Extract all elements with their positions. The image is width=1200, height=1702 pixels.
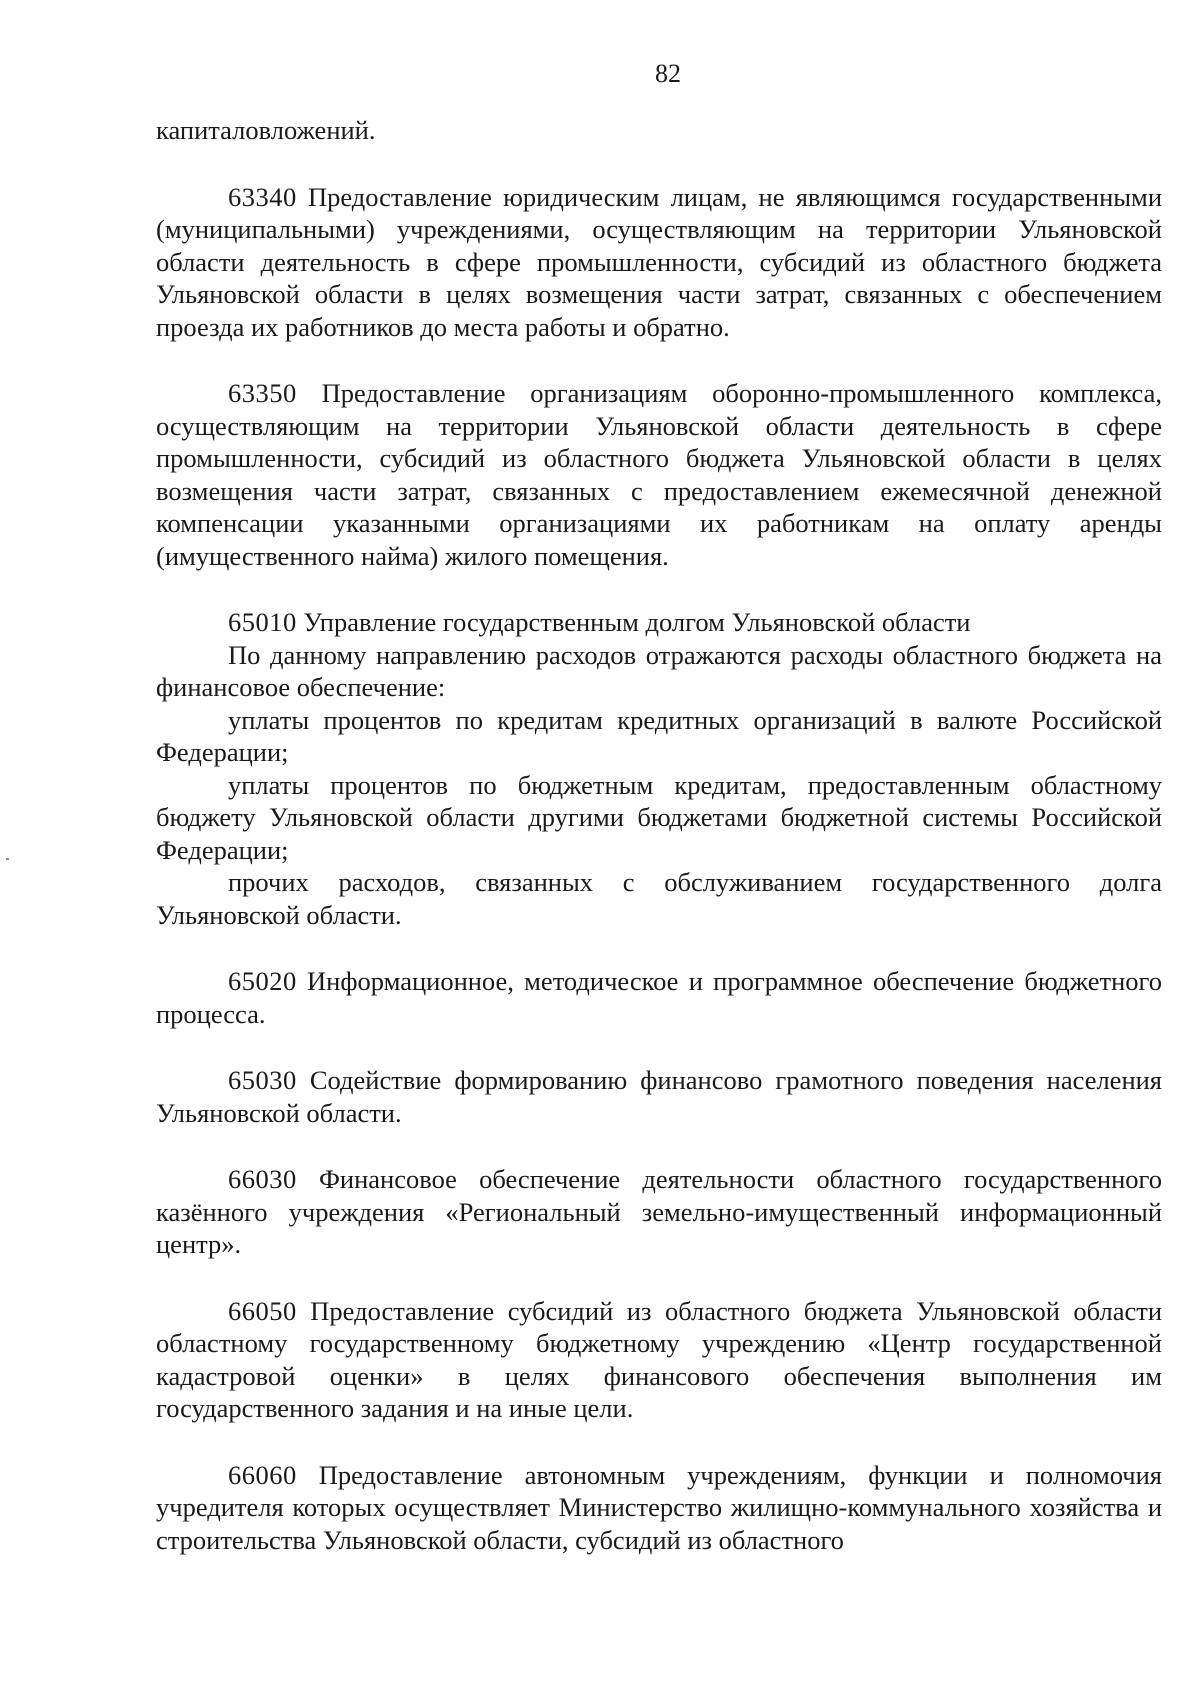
paragraph-text: Финансовое обеспечение деятельности областного государственного казённого учреждения «Региональный земельно-имущественный информационный центр».: [156, 1164, 1163, 1259]
paragraph-66030: [156, 1163, 1162, 1261]
document-page: [156, 56, 1162, 1556]
paragraph-65010-item-3: [156, 866, 1162, 931]
paragraph-text: Предоставление юридическим лицам, не являющимся государственными (муниципальными) учреждениями, осуществляющим на территории Ульяновской области деятельность в сфере промышленности, субсидий из областного бюджета Ульяновской области в целях возмещения части затрат, связанных с обеспечением проезда их работников до места работы и обратно.: [156, 181, 1163, 342]
paragraph-63350: [156, 377, 1162, 572]
paragraph-63340: [156, 181, 1162, 344]
paragraph-66050: [156, 1295, 1162, 1425]
paragraph-text: Предоставление организациям оборонно-промышленного комплекса, осуществляющим на территории Ульяновской области деятельность в сфере промышленности, субсидий из областного бюджета Ульяновской области в целях возмещения части затрат, связанных с предоставлением ежемесячной денежной компенсации указанными организациями их работникам на оплату аренды (имущественного найма) жилого помещения.: [156, 378, 1163, 571]
budget-code: 66030: [228, 1164, 297, 1194]
page-number: 82: [655, 59, 681, 88]
paragraph-continuation: [156, 114, 1162, 147]
paragraph-text: капиталовложений.: [156, 115, 376, 145]
scan-artifact: [6, 858, 9, 860]
paragraph-65010-item-1: [156, 704, 1162, 769]
paragraph-66060: [156, 1459, 1162, 1557]
paragraph-text: уплаты процентов по кредитам кредитных организаций в валюте Российской Федерации;: [156, 704, 1162, 767]
paragraph-65010: [156, 606, 1162, 639]
budget-code: 63340: [228, 181, 297, 212]
paragraph-text: Предоставление автономным учреждениям, функции и полномочия учредителя которых осуществляет Министерство жилищно-коммунального хозяйства и строительства Ульяновской области, субсидий из областного: [156, 1459, 1162, 1555]
paragraph-text: По данному направлению расходов отражаются расходы областного бюджета на финансовое обеспечение:: [156, 639, 1162, 702]
paragraph-text: уплаты процентов по бюджетным кредитам, предоставленным областному бюджету Ульяновской области другими бюджетами бюджетной системы Российской Федерации;: [156, 769, 1162, 865]
paragraph-text: Предоставление субсидий из областного бюджета Ульяновской области областному государственному бюджетному учреждению «Центр государственной кадастровой оценки» в целях финансового обеспечения выполнения им государственного задания и на иные цели.: [156, 1295, 1162, 1423]
paragraph-text: Содействие формированию финансово грамотного поведения населения Ульяновской области.: [156, 1065, 1162, 1128]
paragraph-text: Информационное, методическое и программное обеспечение бюджетного процесса.: [156, 966, 1162, 1029]
paragraph-65010-intro: [156, 639, 1162, 704]
budget-code: 65020: [228, 966, 297, 996]
paragraph-65020: [156, 965, 1162, 1030]
paragraph-65010-item-2: [156, 769, 1162, 867]
budget-code: 66060: [228, 1459, 297, 1490]
budget-code: 65030: [228, 1065, 297, 1095]
paragraph-65030: [156, 1064, 1162, 1129]
paragraph-text: прочих расходов, связанных с обслуживанием государственного долга Ульяновской области.: [156, 867, 1162, 930]
budget-code: 65010: [228, 607, 297, 637]
budget-code: 66050: [228, 1295, 297, 1326]
budget-code: 63350: [228, 378, 297, 408]
paragraph-text: Управление государственным долгом Ульяновской области: [303, 607, 971, 637]
